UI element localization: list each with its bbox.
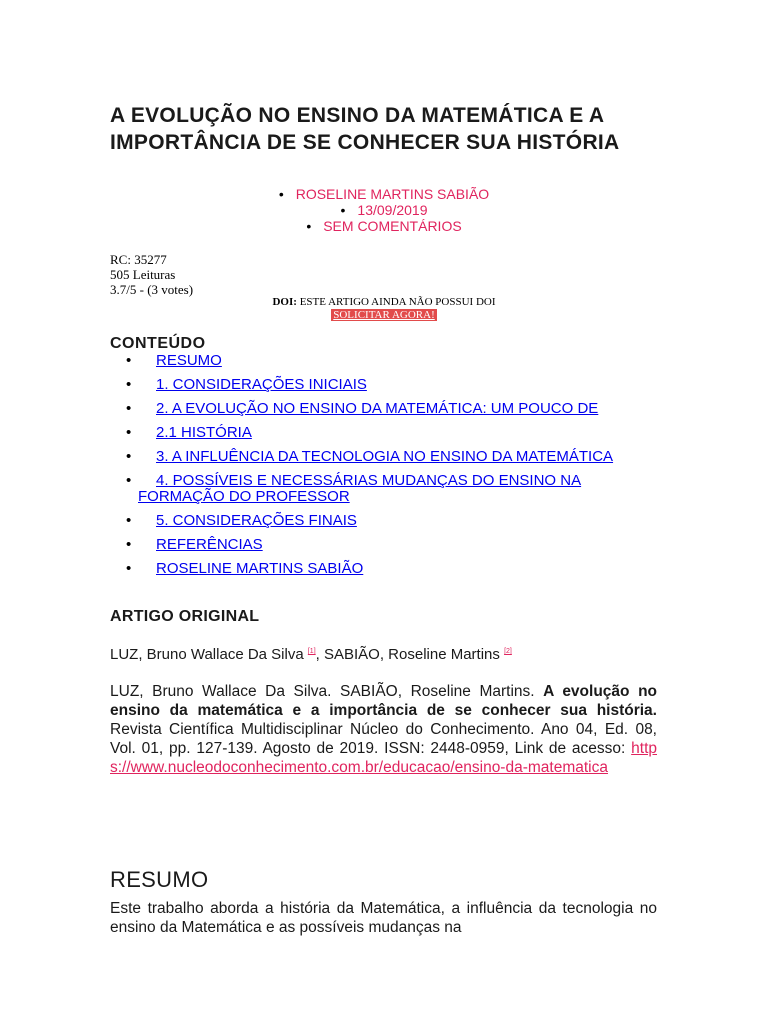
toc-item-consideracoes-iniciais[interactable]: • 1. CONSIDERAÇÕES INICIAIS <box>128 377 668 393</box>
toc-heading: CONTEÚDO <box>110 335 206 352</box>
meta-author-link[interactable]: • ROSELINE MARTINS SABIÃO <box>110 186 658 202</box>
rating: 3.7/5 - (3 votes) <box>110 282 194 297</box>
doi-block <box>110 296 658 322</box>
toc-item-tecnologia[interactable]: • 3. A INFLUÊNCIA DA TECNOLOGIA NO ENSINO DA MATEMÁTICA <box>128 449 668 465</box>
doi-label: DOI: <box>272 296 297 308</box>
citation-prefix: LUZ, Bruno Wallace Da Silva. SABIÃO, Roseline Martins. <box>110 683 535 700</box>
citation-title: A evolução no ensino da matemática e a importância de se conhecer sua história. <box>110 683 657 719</box>
citation-link[interactable]: https://www.nucleodoconhecimento.com.br/educacao/ensino-da-matematica <box>110 740 657 776</box>
meta-comments-link[interactable]: • SEM COMENTÁRIOS <box>110 218 658 234</box>
meta-date-link[interactable]: • 13/09/2019 <box>110 202 658 218</box>
footnote-ref-2[interactable]: [2] <box>504 648 512 655</box>
read-count: 505 Leituras <box>110 267 176 282</box>
resumo-text: Este trabalho aborda a história da Matemática, a influência da tecnologia no ensino da Matemática e as possíveis mudanças na <box>110 899 657 936</box>
toc-item-evolucao[interactable]: • 2. A EVOLUÇÃO NO ENSINO DA MATEMÁTICA: UM POUCO DE <box>128 401 668 417</box>
toc-item-historia[interactable]: • 2.1 HISTÓRIA <box>128 425 668 441</box>
resumo-heading: RESUMO <box>110 867 209 893</box>
toc-item-author[interactable]: • ROSELINE MARTINS SABIÃO <box>128 561 668 577</box>
rc-number: RC: 35277 <box>110 252 167 267</box>
article-stats <box>110 252 193 297</box>
citation-details: Revista Científica Multidisciplinar Núcleo do Conhecimento. Ano 04, Ed. 08, Vol. 01, pp. 127-139. Agosto de 2019. ISSN: 2448-0959, Link de acesso: <box>110 721 657 757</box>
doi-text: ESTE ARTIGO AINDA NÃO POSSUI DOI <box>299 296 496 308</box>
toc-item-referencias[interactable]: • REFERÊNCIAS <box>128 537 668 553</box>
toc-item-mudancas[interactable]: • 4. POSSÍVEIS E NECESSÁRIAS MUDANÇAS DO ENSINO NA FORMAÇÃO DO PROFESSOR <box>128 473 668 505</box>
authors-line <box>110 646 512 663</box>
toc-item-resumo[interactable]: • RESUMO <box>128 353 668 369</box>
footnote-ref-1[interactable]: [1] <box>307 648 316 655</box>
request-doi-button[interactable]: SOLICITAR AGORA! <box>333 309 435 321</box>
author-1: LUZ, Bruno Wallace Da Silva <box>110 646 304 663</box>
toc-item-consideracoes-finais[interactable]: • 5. CONSIDERAÇÕES FINAIS <box>128 513 668 529</box>
article-meta <box>110 186 658 234</box>
table-of-contents <box>128 353 668 585</box>
article-title: A EVOLUÇÃO NO ENSINO DA MATEMÁTICA E A IMPORTÂNCIA DE SE CONHECER SUA HISTÓRIA <box>110 104 620 155</box>
author-2: , SABIÃO, Roseline Martins <box>315 646 500 663</box>
citation-paragraph <box>110 682 657 777</box>
original-article-label: ARTIGO ORIGINAL <box>110 608 260 625</box>
